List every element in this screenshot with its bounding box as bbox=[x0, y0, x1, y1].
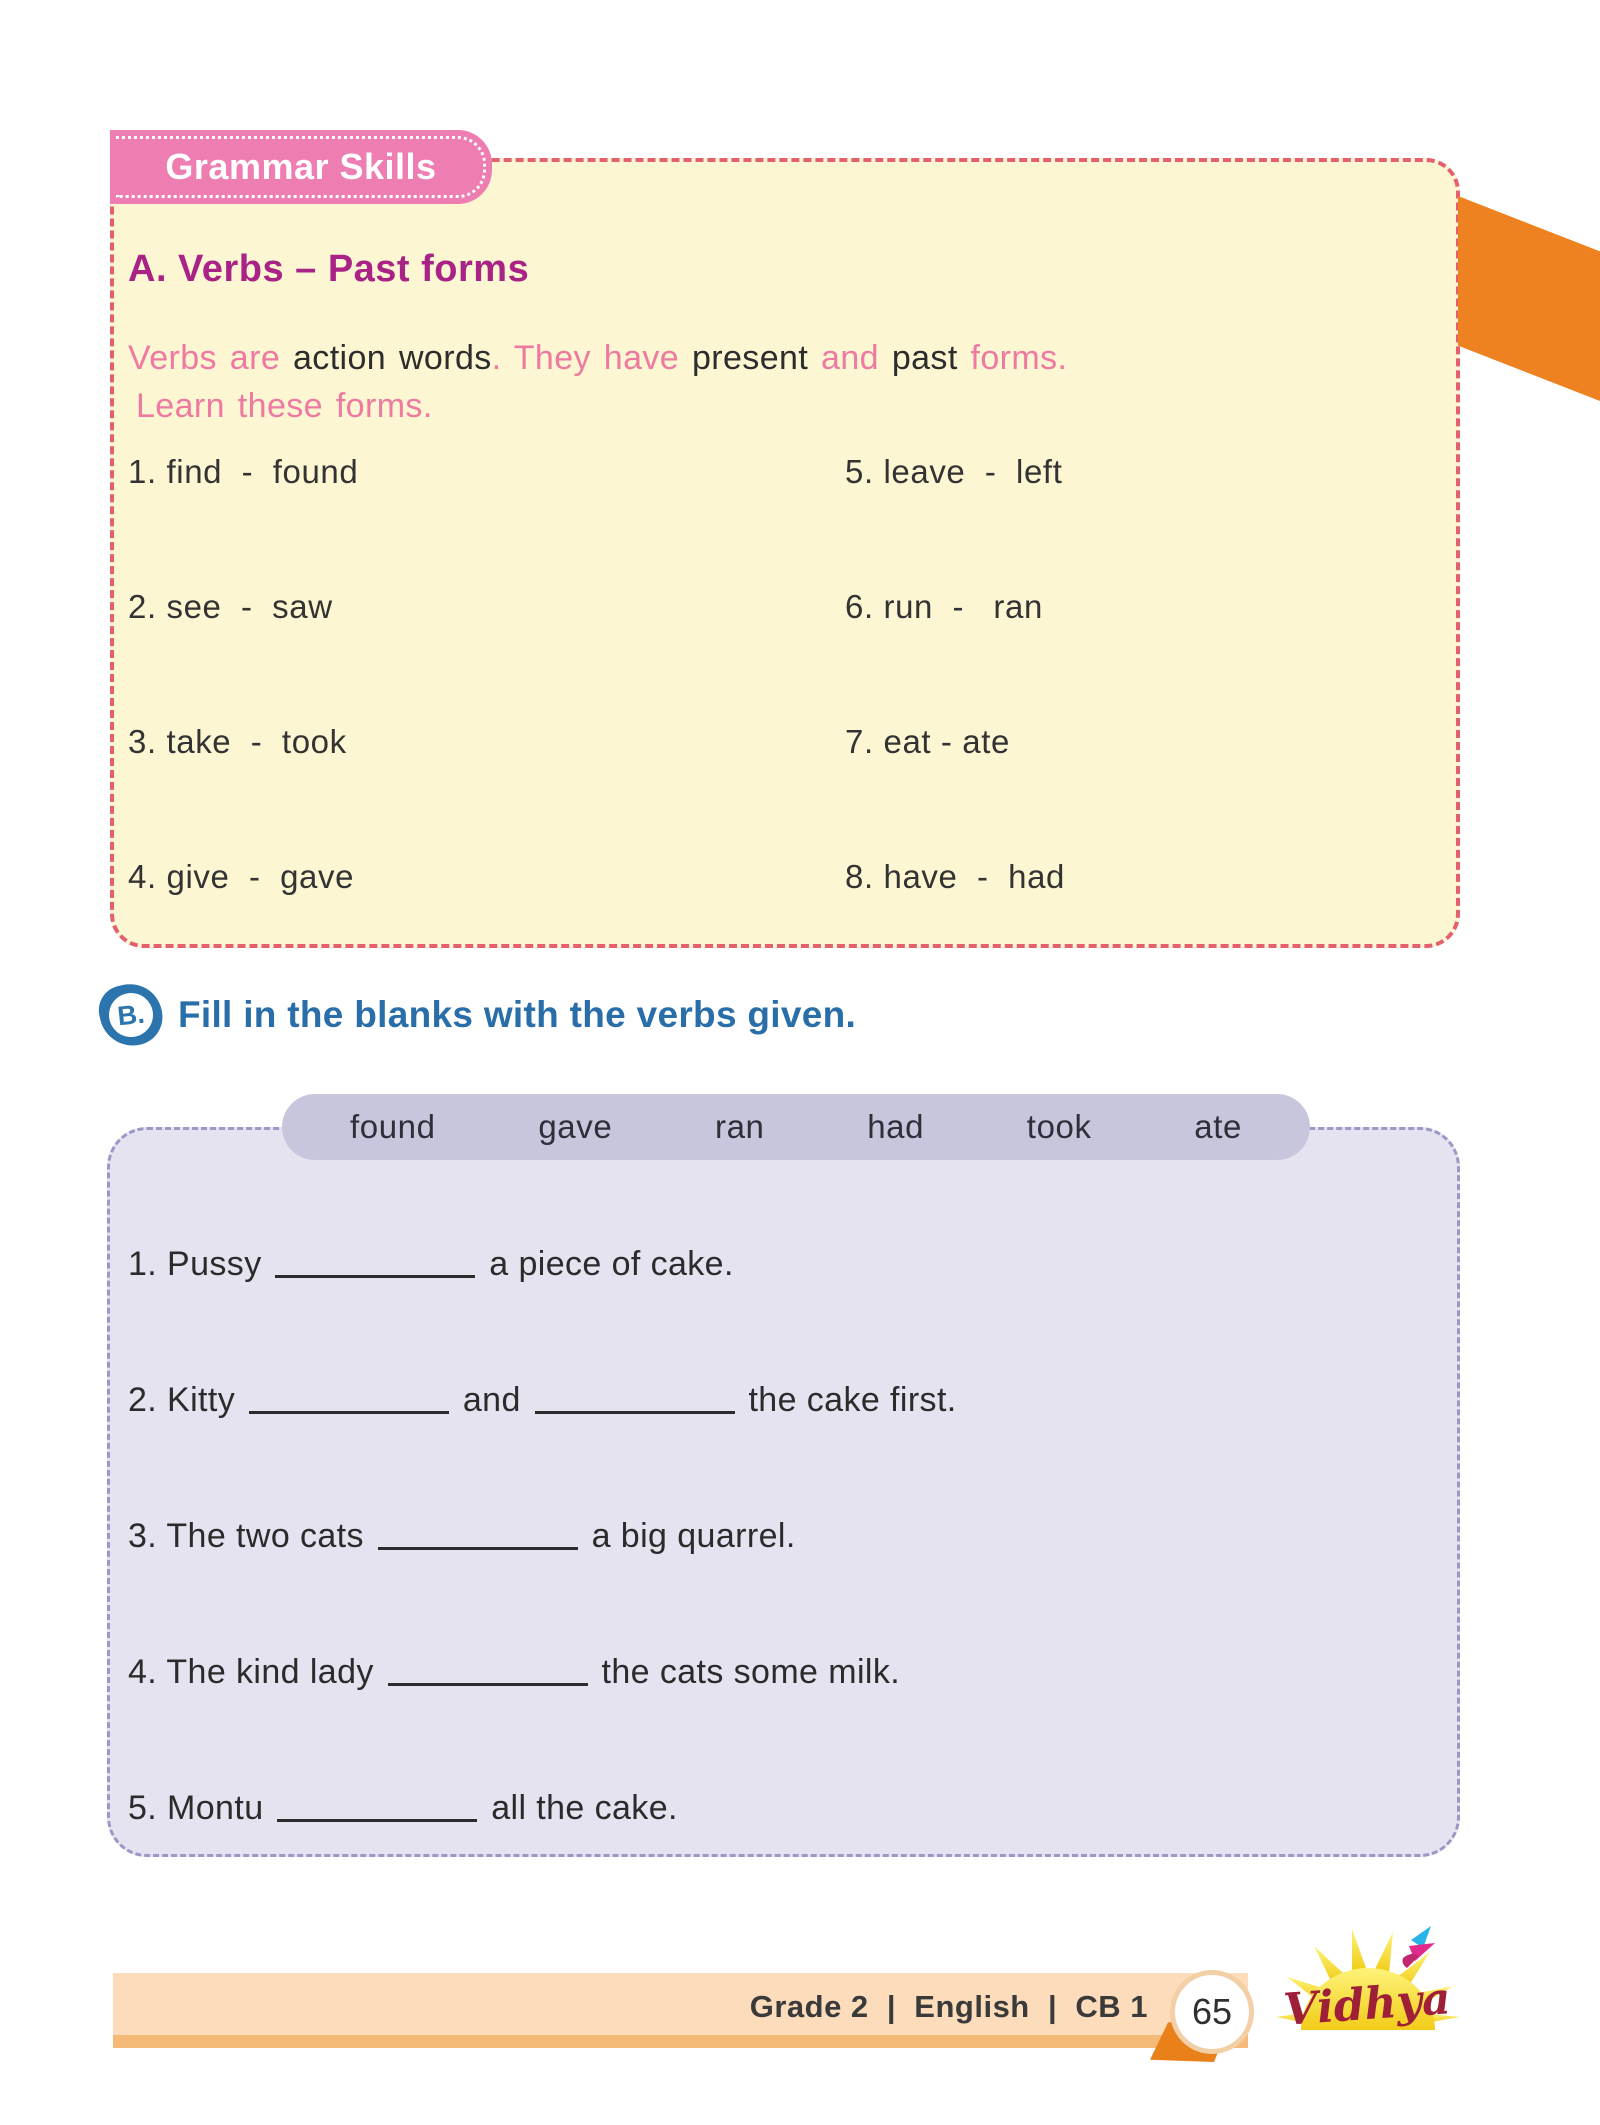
verb-pair-item: 6. run - ran bbox=[845, 588, 1043, 625]
sentence-text: and bbox=[452, 1381, 531, 1419]
intro-segment: Verbs are bbox=[128, 339, 293, 377]
sentence-text: the cake first. bbox=[738, 1381, 957, 1419]
intro-segment: action words bbox=[292, 339, 492, 377]
word-bank-item: had bbox=[867, 1108, 925, 1145]
intro-segment: past bbox=[891, 339, 971, 377]
fill-blank-sentence bbox=[128, 1646, 1438, 1694]
word-bank-item: found bbox=[350, 1108, 436, 1145]
intro-segment: present bbox=[691, 339, 822, 377]
footer-breadcrumb: Grade 2 | English | CB 1 bbox=[749, 1989, 1148, 2024]
verb-pair-item: 1. find - found bbox=[128, 453, 359, 490]
sentence-text: 5. Montu bbox=[128, 1789, 274, 1827]
section-b-icon-label: B. bbox=[107, 991, 155, 1039]
fill-blank-sentence bbox=[128, 1782, 1438, 1830]
sentence-text: a big quarrel. bbox=[581, 1517, 796, 1555]
word-bank-item: ate bbox=[1194, 1108, 1242, 1145]
badge-label: Grammar Skills bbox=[165, 146, 437, 187]
verb-col-right bbox=[845, 452, 1065, 992]
verb-pair-item: 5. leave - left bbox=[845, 453, 1063, 490]
verb-pair-item: 8. have - had bbox=[845, 858, 1065, 895]
sentence-text: 4. The kind lady bbox=[128, 1653, 384, 1691]
page-number-badge bbox=[1170, 1970, 1254, 2054]
fill-blank-sentence bbox=[128, 1374, 1438, 1422]
intro-segment: and bbox=[821, 339, 892, 377]
section-a-intro bbox=[128, 334, 1438, 430]
intro-segment: . bbox=[491, 339, 514, 377]
intro-segment: They have bbox=[513, 339, 692, 377]
sentence-text: 1. Pussy bbox=[128, 1245, 272, 1283]
section-b-title: Fill in the blanks with the verbs given. bbox=[178, 994, 857, 1035]
answer-blank bbox=[378, 1513, 578, 1550]
grammar-skills-badge bbox=[110, 130, 492, 204]
sentence-text: the cats some milk. bbox=[591, 1653, 901, 1691]
word-bank-item: gave bbox=[538, 1108, 613, 1145]
section-a-intro-line2: Learn these forms. bbox=[136, 387, 433, 425]
word-bank bbox=[282, 1094, 1310, 1160]
corner-ribbon bbox=[1458, 196, 1600, 401]
answer-blank bbox=[388, 1649, 588, 1686]
verb-col-left bbox=[128, 452, 358, 992]
sentence-text: a piece of cake. bbox=[479, 1245, 734, 1283]
section-a-intro-line1 bbox=[128, 339, 1067, 377]
sentence-text: 2. Kitty bbox=[128, 1381, 245, 1419]
verb-pair-item: 3. take - took bbox=[128, 723, 347, 760]
verb-pair-item: 7. eat - ate bbox=[845, 723, 1010, 760]
word-bank-item: took bbox=[1026, 1108, 1092, 1145]
fill-blank-sentence bbox=[128, 1238, 1438, 1286]
sentence-list bbox=[128, 1238, 1438, 1918]
verb-pair-item: 4. give - gave bbox=[128, 858, 355, 895]
section-a-title: A. Verbs – Past forms bbox=[128, 248, 530, 290]
fill-blank-sentence bbox=[128, 1510, 1438, 1558]
sentence-text: 3. The two cats bbox=[128, 1517, 374, 1555]
page-number: 65 bbox=[1191, 1991, 1233, 2032]
section-b-header bbox=[100, 984, 856, 1046]
answer-blank bbox=[249, 1377, 449, 1414]
footer-bar bbox=[113, 1973, 1248, 2048]
answer-blank bbox=[535, 1377, 735, 1414]
answer-blank bbox=[277, 1785, 477, 1822]
answer-blank bbox=[275, 1241, 475, 1278]
word-bank-item: ran bbox=[715, 1108, 765, 1145]
logo-text: Vidhya bbox=[1282, 1973, 1453, 2036]
verb-pair-item: 2. see - saw bbox=[128, 588, 333, 625]
intro-segment: forms. bbox=[970, 339, 1068, 377]
vidhya-logo bbox=[1243, 1918, 1493, 2058]
sentence-text: all the cake. bbox=[481, 1789, 678, 1827]
section-b-icon bbox=[94, 978, 168, 1052]
